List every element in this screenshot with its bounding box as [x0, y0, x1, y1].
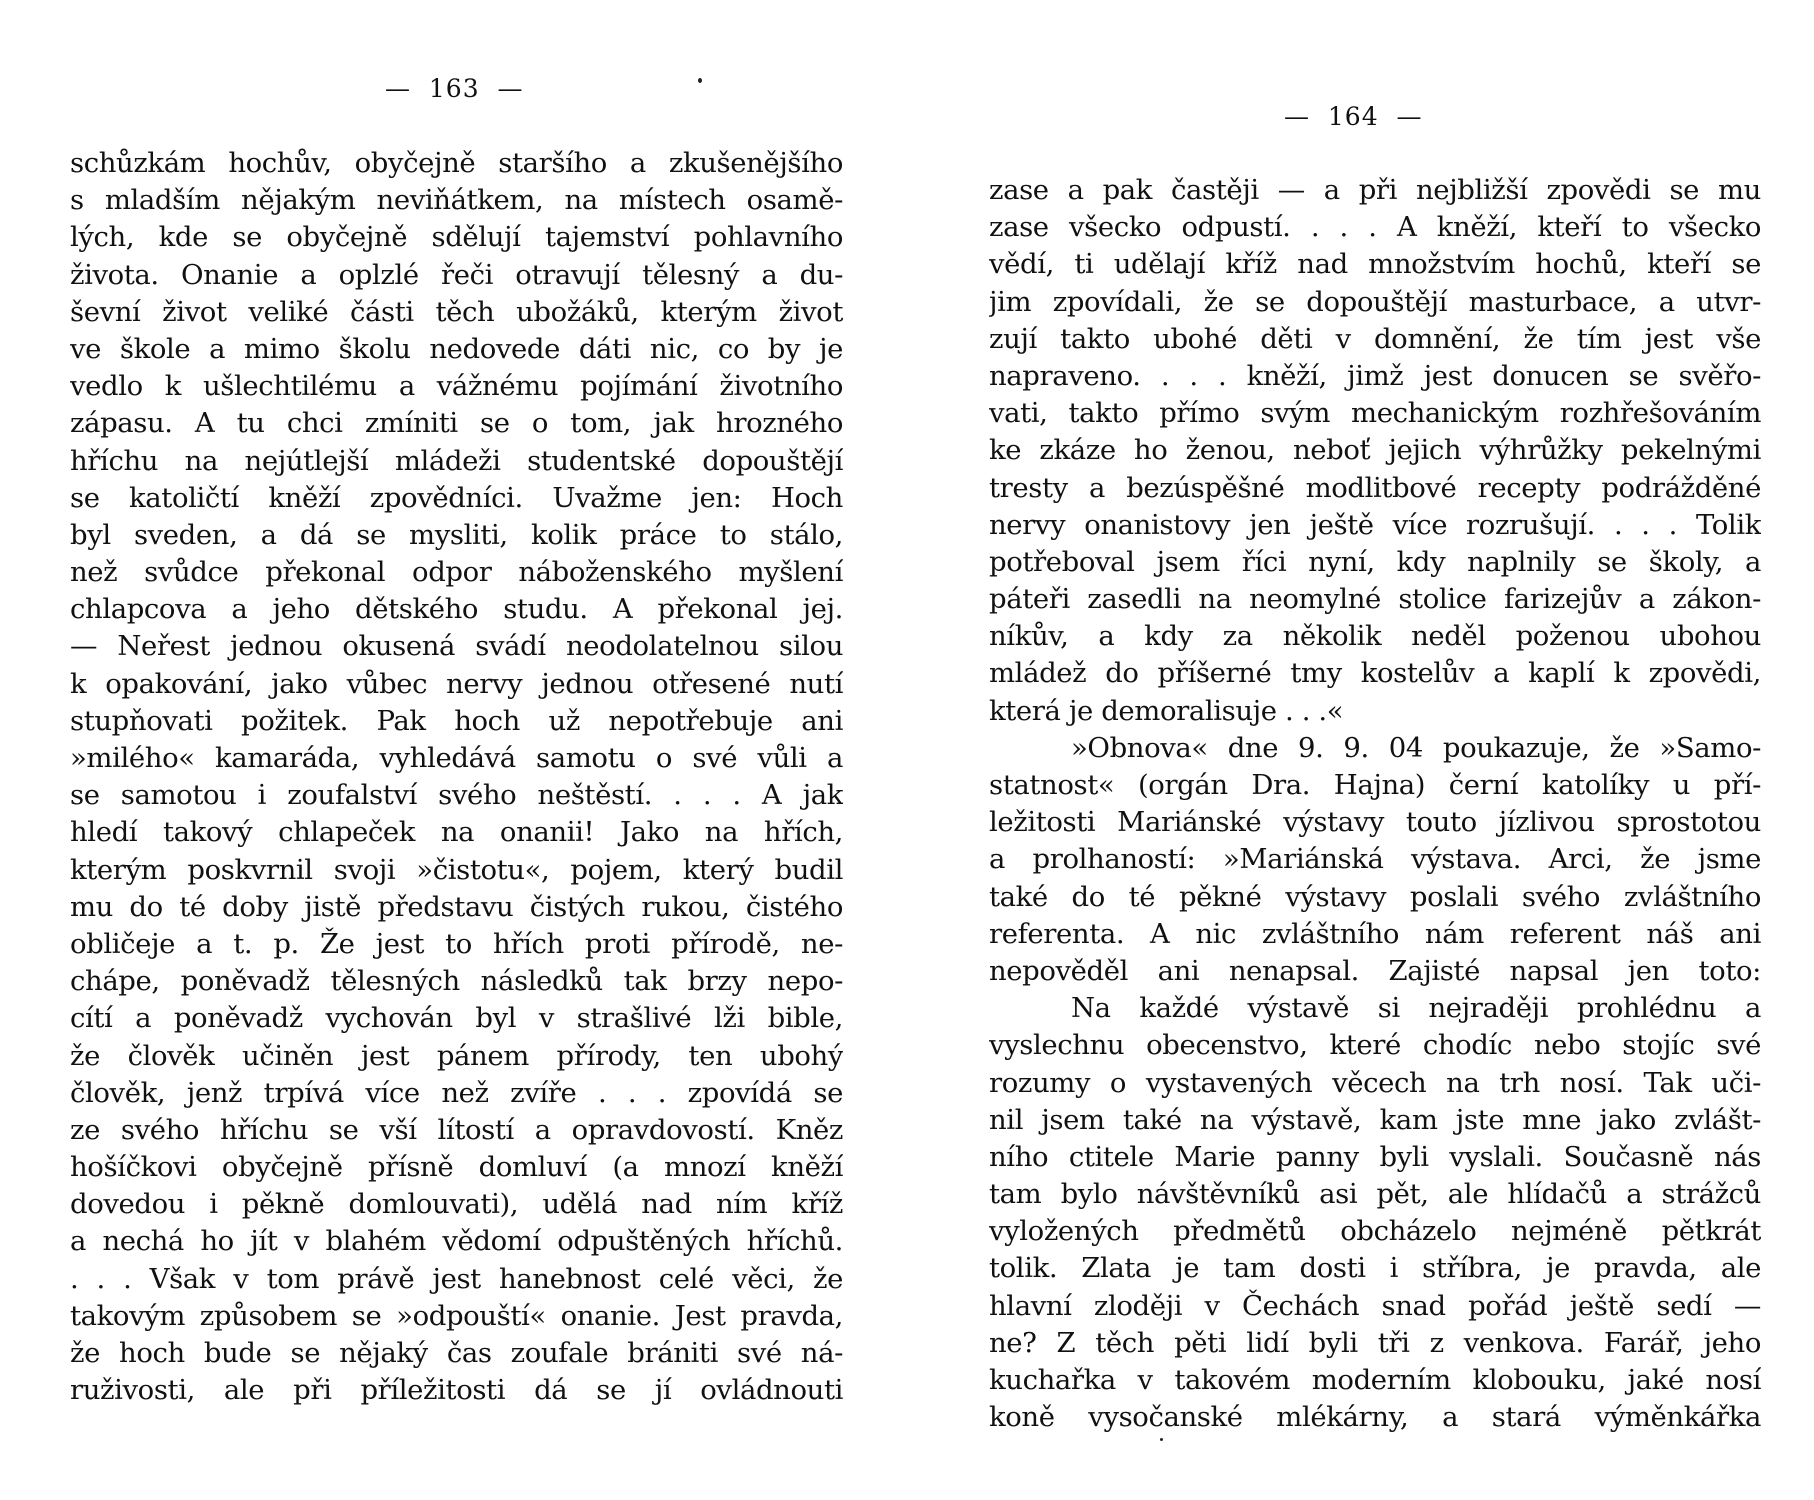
text-line: života. Onanie a oplzlé řeči otravují tělesný a du-: [70, 258, 843, 291]
print-speck: [698, 78, 702, 83]
page-number: — 164 —: [1284, 102, 1423, 131]
text-line: že hoch bude se nějaký čas zoufale brániti své ná-: [70, 1337, 843, 1369]
text-line: hlavní zloději v Čechách snad pořád ještě sedí —: [989, 1289, 1761, 1322]
text-line: napraveno. . . . kněží, jimž jest donucen se svěřo-: [989, 359, 1761, 392]
text-line: vati, takto přímo svým mechanickým rozhřešováním: [989, 397, 1761, 430]
text-line: nil jsem také na výstavě, kam jste mne jako zvlášt-: [989, 1103, 1761, 1136]
text-line: schůzkám hochův, obyčejně staršího a zkušenějšího: [70, 147, 843, 179]
body-text: [70, 145, 843, 1409]
text-line: hledí takový chlapeček na onanii! Jako na hřích,: [70, 816, 843, 849]
text-line: zují takto ubohé děti v domnění, že tím jest vše: [989, 322, 1761, 355]
text-line: byl sveden, a dá se mysliti, kolik práce to stálo,: [70, 518, 843, 551]
text-line: se samotou i zoufalství svého neštěstí. . . . A jak: [70, 779, 843, 812]
text-line: se katoličtí kněží zpovědníci. Uvažme jen: Hoch: [70, 481, 843, 514]
body-text: [989, 172, 1761, 1436]
text-line: — Neřest jednou okusená svádí neodolatelnou silou: [70, 630, 843, 663]
text-line: tam bylo návštěvníků asi pět, ale hlídačů a strážců: [989, 1178, 1761, 1211]
text-line: vedlo k ušlechtilému a vážnému pojímání životního: [70, 370, 843, 403]
right-page: [907, 0, 1814, 1500]
text-line: než svůdce překonal odpor náboženského myšlení: [70, 556, 843, 589]
text-line: kuchařka v takovém moderním klobouku, jaké nosí: [989, 1364, 1761, 1396]
text-line: ševní život veliké části těch ubožáků, kterým život: [70, 295, 843, 328]
text-line: a nechá ho jít v blahém vědomí odpuštěných hříchů.: [70, 1225, 843, 1258]
text-line: chápe, poněvadž tělesných následků tak brzy nepo-: [70, 965, 843, 998]
text-line: vyložených předmětů obcházelo nejméně pětkrát: [989, 1215, 1761, 1248]
text-line: k opakování, jako vůbec nervy jednou otřesené nutí: [70, 667, 843, 700]
text-line: koně vysočanské mlékárny, a stará výměnkářka: [989, 1401, 1761, 1434]
text-line: zase všecko odpustí. . . . A kněží, kteří to všecko: [989, 211, 1761, 244]
text-line: dovedou i pěkně domlouvati), udělá nad ním kříž: [70, 1188, 843, 1221]
text-line: hříchu na nejútlejší mládeži studentské dopouštějí: [70, 444, 843, 477]
text-line: nepověděl ani nenapsal. Zajisté napsal jen toto:: [989, 954, 1761, 987]
text-line: . . . Však v tom právě jest hanebnost celé věci, že: [70, 1262, 843, 1295]
text-line: tresty a bezúspěšné modlitbové recepty podrážděné: [989, 471, 1761, 504]
text-line: která je demoralisuje . . .«: [989, 694, 1344, 727]
text-line: ve škole a mimo školu nedovede dáti nic, co by je: [70, 332, 843, 365]
text-line: páteři zasedli na neomylné stolice farizejův a zákon-: [989, 583, 1761, 616]
page-number: — 163 —: [385, 74, 524, 103]
text-line: referenta. A nic zvláštního nám referent náš ani: [989, 917, 1761, 950]
text-line: chlapcova a jeho dětského studu. A překonal jej.: [70, 593, 843, 626]
text-line: potřeboval jsem říci nyní, kdy naplnily se školy, a: [989, 545, 1761, 578]
text-line: takovým způsobem se »odpouští« onanie. Jest pravda,: [70, 1299, 843, 1332]
text-line: »milého« kamaráda, vyhledává samotu o své vůli a: [70, 742, 843, 774]
text-line: ruživosti, ale při příležitosti dá se jí ovládnouti: [70, 1374, 843, 1407]
text-line: jim zpovídali, že se dopouštějí masturbace, a utvr-: [989, 285, 1761, 318]
text-line: Na každé výstavě si nejraději prohlédnu a: [1071, 992, 1761, 1025]
text-line: vyslechnu obecenstvo, které chodíc nebo stojíc své: [989, 1029, 1761, 1062]
text-line: vědí, ti udělají kříž nad množstvím hochů, kteří se: [989, 248, 1761, 281]
text-line: ke zkáze ho ženou, neboť jejich výhrůžky pekelnými: [989, 434, 1761, 467]
text-line: člověk, jenž trpívá více než zvíře . . . zpovídá se: [70, 1076, 843, 1109]
text-line: zápasu. A tu chci zmíniti se o tom, jak hrozného: [70, 407, 843, 440]
text-line: nervy onanistovy jen ještě více rozrušují. . . . Tolik: [989, 508, 1761, 541]
text-line: mládež do příšerné tmy kostelův a kaplí k zpovědi,: [989, 657, 1761, 690]
text-line: obličeje a t. p. Že jest to hřích proti přírodě, ne-: [70, 927, 843, 960]
text-line: mu do té doby jistě představu čistých rukou, čistého: [70, 890, 843, 923]
text-line: »Obnova« dne 9. 9. 04 poukazuje, že »Samo-: [1071, 731, 1761, 764]
text-line: stupňovati požitek. Pak hoch už nepotřebuje ani: [70, 704, 843, 737]
text-line: hošíčkovi obyčejně přísně domluví (a mnozí kněží: [70, 1151, 843, 1184]
text-line: také do té pěkné výstavy poslali svého zvláštního: [989, 880, 1761, 913]
text-line: níkův, a kdy za několik neděl poženou ubohou: [989, 620, 1761, 653]
text-line: že člověk učiněn jest pánem přírody, ten ubohý: [70, 1039, 843, 1072]
print-speck: [1160, 1438, 1163, 1441]
text-line: ne? Z těch pěti lidí byli tři z venkova. Farář, jeho: [989, 1326, 1761, 1359]
text-line: statnost« (orgán Dra. Hajna) černí katolíky u pří-: [989, 769, 1761, 801]
text-line: cítí a poněvadž vychován byl v strašlivé lži bible,: [70, 1002, 843, 1035]
text-line: rozumy o vystavených věcech na trh nosí. Tak uči-: [989, 1066, 1761, 1099]
text-line: lých, kde se obyčejně sdělují tajemství pohlavního: [70, 221, 843, 254]
text-line: kterým poskvrnil svoji »čistotu«, pojem, který budil: [70, 853, 843, 886]
text-line: a prolhaností: »Mariánská výstava. Arci, že jsme: [989, 843, 1761, 876]
text-line: ležitosti Mariánské výstavy touto jízlivou sprostotou: [989, 806, 1761, 839]
text-line: zase a pak častěji — a při nejbližší zpovědi se mu: [989, 174, 1761, 206]
text-line: ze svého hříchu se vší lítostí a opravdovostí. Kněz: [70, 1113, 843, 1146]
text-line: tolik. Zlata je tam dosti i stříbra, je pravda, ale: [989, 1252, 1761, 1285]
text-line: s mladším nějakým neviňátkem, na místech osamě-: [70, 184, 843, 217]
text-line: ního ctitele Marie panny byli vyslali. Současně nás: [989, 1140, 1761, 1173]
